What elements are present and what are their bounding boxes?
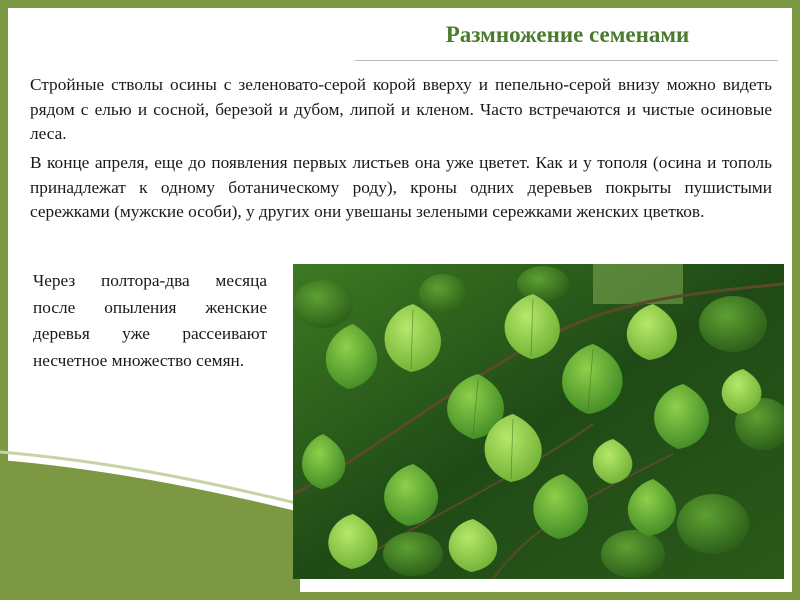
paragraph-aspen-flowering: В конце апреля, еще до появления первых листьев она уже цветет. Как и у тополя (осина и тополь принадлежат к одному ботаническому роду), кроны одних деревьев покрыты пушистыми сережками (мужские особи), у других они увешаны зелеными сережками женских цветков. <box>30 153 772 221</box>
title-divider <box>355 60 778 61</box>
paragraph-seed-dispersal: Через полтора-два месяца после опыления женские деревья уже рассеивают несчетное множество семян. <box>33 271 267 370</box>
slide-title: Размножение семенами <box>445 22 690 47</box>
aspen-leaves-photo <box>293 264 784 579</box>
paragraph-aspen-habitat: Стройные стволы осины с зеленовато-серой корой вверху и пепельно-серой внизу можно видеть рядом с елью и сосной, березой и дубом, липой и кленом. Часто встречаются и чистые осиновые леса. <box>30 75 772 143</box>
